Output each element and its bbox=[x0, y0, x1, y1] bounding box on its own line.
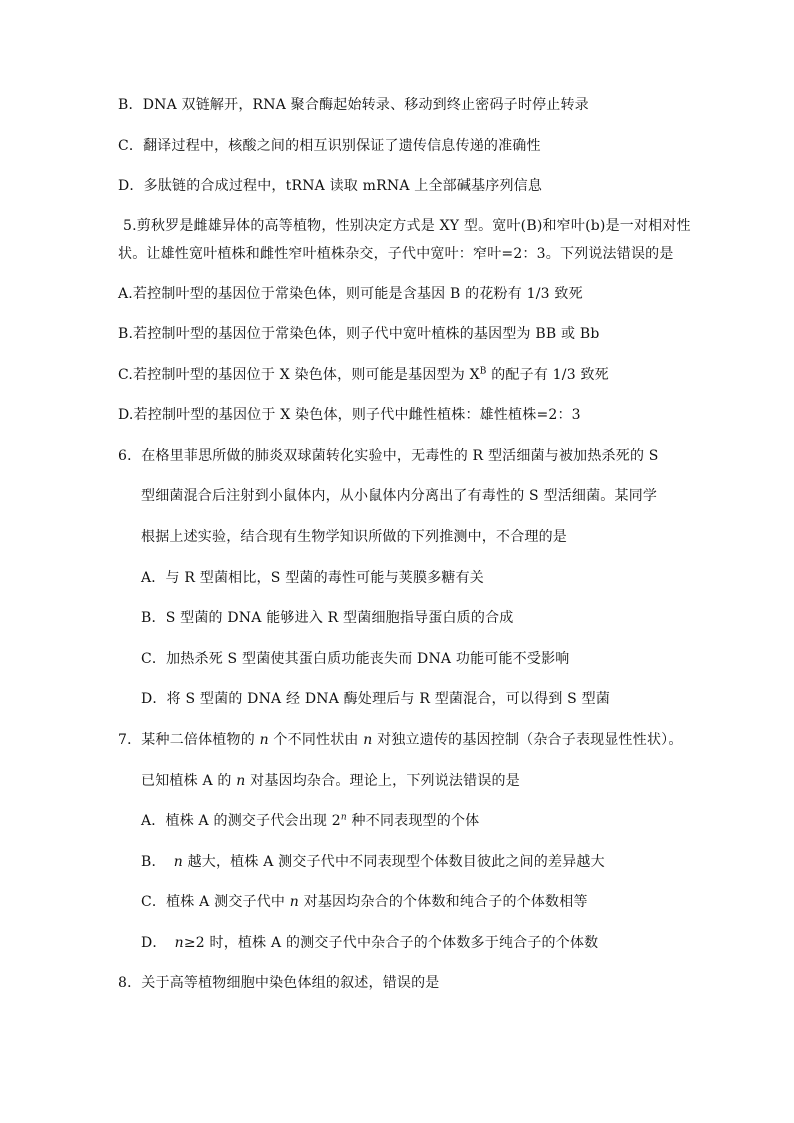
q7-variable-n: n bbox=[259, 732, 269, 748]
q5-option-c-text: C.若控制叶型的基因位于 X 染色体，则可能是基因型为 X bbox=[118, 367, 480, 383]
q7-option-b-label: B． bbox=[141, 854, 166, 870]
q5-option-c-superscript: B bbox=[479, 366, 487, 377]
q7-option-c-text: C．植株 A 测交子代中 bbox=[141, 894, 290, 910]
q6-stem-line1: 6．在格里菲思所做的肺炎双球菌转化实验中，无毒性的 R 型活细菌与被加热杀死的 S bbox=[118, 448, 659, 464]
q7-option-a-exponent: n bbox=[340, 812, 347, 823]
q7-option-c-variable-n: n bbox=[289, 894, 299, 910]
q5-option-c bbox=[118, 365, 609, 385]
q7-option-b-text: 越大，植株 A 测交子代中不同表现型个体数目彼此之间的差异越大 bbox=[182, 854, 605, 870]
q7-stem2-text-end: 对基因均杂合。理论上，下列说法错误的是 bbox=[245, 773, 520, 789]
q7-option-d-label: D． bbox=[141, 935, 167, 951]
q8-stem: 8．关于高等植物细胞中染色体组的叙述，错误的是 bbox=[118, 975, 440, 991]
q7-option-c-text-end: 对基因均杂合的个体数和纯合子的个体数相等 bbox=[299, 894, 588, 910]
q4-option-c: C．翻译过程中，核酸之间的相互识别保证了遗传信息传递的准确性 bbox=[118, 138, 541, 154]
q5-stem-line1: 5.剪秋罗是雌雄异体的高等植物，性别决定方式是 XY 型。宽叶(B)和窄叶(b)是一对相对性 bbox=[123, 218, 691, 234]
q7-stem-text: 7．某种二倍体植物的 bbox=[118, 732, 260, 748]
q6-option-b: B．S 型菌的 DNA 能够进入 R 型菌细胞指导蛋白质的合成 bbox=[141, 610, 514, 626]
q6-option-a: A．与 R 型菌相比，S 型菌的毒性可能与荚膜多糖有关 bbox=[141, 570, 484, 586]
q6-option-c: C．加热杀死 S 型菌使其蛋白质功能丧失而 DNA 功能可能不受影响 bbox=[141, 651, 570, 667]
q5-option-b: B.若控制叶型的基因位于常染色体，则子代中宽叶植株的基因型为 BB 或 Bb bbox=[118, 326, 600, 342]
q7-option-d-text: ≥2 时，植株 A 的测交子代中杂合子的个体数多于纯合子的个体数 bbox=[183, 935, 599, 951]
q7-option-b-variable-n: n bbox=[173, 854, 183, 870]
q7-stem-line2 bbox=[141, 771, 520, 791]
q7-variable-n-second: n bbox=[363, 732, 373, 748]
q7-option-a bbox=[141, 811, 479, 831]
q7-option-b bbox=[141, 852, 605, 872]
q6-option-d: D．将 S 型菌的 DNA 经 DNA 酶处理后与 R 型菌混合，可以得到 S 型菌 bbox=[141, 691, 611, 707]
q7-stem-text-end: 对独立遗传的基因控制（杂合子表现显性性状）。 bbox=[372, 732, 683, 748]
q7-option-a-text: A．植株 A 的测交子代会出现 2 bbox=[141, 813, 341, 829]
q6-stem-line3: 根据上述实验，结合现有生物学知识所做的下列推测中，不合理的是 bbox=[141, 529, 567, 545]
q5-stem-line2: 状。让雄性宽叶植株和雌性窄叶植株杂交，子代中宽叶：窄叶=2：3。下列说法错误的是 bbox=[118, 246, 674, 262]
q7-option-d-variable-n: n bbox=[174, 935, 184, 951]
q7-option-c bbox=[141, 892, 588, 912]
q7-stem2-variable-n: n bbox=[236, 773, 246, 789]
q7-stem-text-mid: 个不同性状由 bbox=[268, 732, 364, 748]
q7-option-d bbox=[141, 933, 598, 953]
q6-stem-line2: 型细菌混合后注射到小鼠体内，从小鼠体内分离出了有毒性的 S 型活细菌。某同学 bbox=[141, 488, 658, 504]
q7-option-a-text-end: 种不同表现型的个体 bbox=[346, 813, 480, 829]
q5-option-d: D.若控制叶型的基因位于 X 染色体，则子代中雌性植株：雄性植株=2：3 bbox=[118, 407, 581, 423]
q4-option-b: B．DNA 双链解开，RNA 聚合酶起始转录、移动到终止密码子时停止转录 bbox=[118, 97, 589, 113]
q5-option-c-text-end: 的配子有 1/3 致死 bbox=[486, 367, 609, 383]
q7-stem-line1 bbox=[118, 730, 683, 750]
q4-option-d: D．多肽链的合成过程中，tRNA 读取 mRNA 上全部碱基序列信息 bbox=[118, 178, 543, 194]
q7-stem2-text: 已知植株 A 的 bbox=[141, 773, 237, 789]
q5-option-a: A.若控制叶型的基因位于常染色体，则可能是含基因 B 的花粉有 1/3 致死 bbox=[118, 286, 583, 302]
